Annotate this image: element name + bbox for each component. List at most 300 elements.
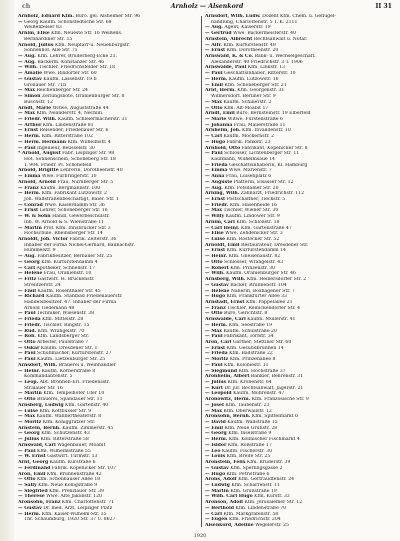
entry-name: — Leopold: [205, 391, 232, 397]
entry-name: — Alfr.: [205, 42, 223, 48]
entry-details: Näherin, Boxhagener Str. 7: [229, 288, 295, 294]
entry-details: Kfm. Sperlingsgasse 2: [228, 465, 283, 471]
entry-name: — Otto: [205, 311, 223, 317]
entry-name: — Aug.: [18, 254, 36, 260]
entry-name: — Herm. Hermann: [18, 139, 67, 145]
entry-name: — Otto: [18, 477, 36, 483]
entry-details: Kaufm. Mohrenstr. 47: [231, 391, 285, 397]
entry-details: Kfm. Scharrenstr. 11: [229, 482, 280, 488]
entry-details: handlung, Charlottenstr. 5 T. K. 2111: [211, 19, 298, 25]
entry-name: — Paul: [205, 151, 223, 157]
entry-details: Kfm. Kurstr. 33: [252, 494, 290, 500]
entry-name: — Herm.: [18, 511, 41, 517]
entry-name: — Friedr. Wilh.: [18, 116, 57, 122]
header-page-ref: II 31: [375, 3, 392, 10]
entry-details: Tischler, Ringstr. 15: [41, 322, 90, 328]
entry-details: Kfm. Gertraudtenstr. 24: [236, 477, 295, 483]
entry-details: Hummelstr. 9: [24, 248, 56, 254]
entry-details: Kaufm. Oranienburger Str. 46: [224, 271, 296, 277]
entry-name: — Fritz: [18, 277, 37, 283]
entry-details: Kfm. Friedrichstr. 204: [227, 517, 281, 523]
entry-details: Postschaffner, Tieckstr. 5: [225, 197, 286, 202]
entry-details: Handl. Gewerbeschulstr.: [50, 214, 110, 220]
entry-name: — Heinr.: [18, 368, 41, 374]
entry-name: Arnholz, Eduard Kfm.: [18, 14, 74, 19]
entry-details: Bank- u. Wechselgeschäft.: [253, 54, 316, 60]
directory-entry: [18, 517, 198, 523]
entry-name: — Otto: [18, 339, 36, 345]
entry-name: — Anna: [205, 174, 225, 180]
entry-name: — Berthold: [205, 505, 234, 511]
entry-name: — Gustav: [205, 465, 229, 471]
entry-details: Kaufm. Zimmerstr. 45: [60, 425, 114, 431]
entry-name: Arnsberg, Ludwig: [18, 402, 64, 408]
entry-name: — Robert: [205, 265, 229, 271]
entry-details: Tischler, Friedrichsfelder Str. 18: [37, 65, 116, 71]
entry-details: Hochschule. Rheinsberger Str. 14: [24, 231, 103, 237]
entry-details: Techniker, Wiesenstr. 38: [35, 311, 95, 317]
page-footer: 1920: [193, 533, 207, 539]
entry-name: — Martin: [18, 391, 42, 397]
entry-details: Prof. Kfm. Innsbrucker Str. 3: [41, 225, 111, 231]
entry-details: Kfm. Neupfarr-u. Neuenburgstr.: [53, 42, 131, 48]
entry-name: — Siegfried: [18, 488, 48, 494]
entry-details: Schuhmacher, Kurfürstenstr. 27: [35, 351, 112, 357]
entry-details: Wilmersdorf. Berliner Str. 9: [211, 94, 276, 100]
entry-details: Kfm. Hasenheide 16: [228, 202, 278, 208]
entry-details: Lehrer, Schöneberger Str. 16: [38, 208, 108, 214]
entry-name: — Ferdinand: [18, 465, 51, 471]
entry-name: Arnswald, Carl: [18, 442, 56, 448]
entry-name: — Rob.: [18, 334, 36, 340]
entry-details: Gärtner, Stettiner Str. 60: [231, 339, 292, 345]
entry-details: Bäckerm. Konstanzer Str. 46: [35, 59, 105, 65]
entry-details: Kfm. Kurfürstenstr. 49: [222, 42, 276, 48]
entry-name: — Hugo: [205, 471, 226, 477]
entry-details: T. 904. Friedr. Pl. Schönefeld: [24, 162, 92, 168]
entry-name: — Aug.: [205, 185, 223, 191]
entry-details: Tischler, Reinickendorfer Str. 4: [225, 305, 301, 311]
entry-name: — Arthur: [18, 122, 42, 128]
entry-details: Kfm. Rostocker Str. 52: [225, 237, 280, 243]
entry-details: Kaufm. Dresdener Str. 1: [39, 345, 98, 351]
entry-details: Bernhardiner Str. 15: [24, 36, 73, 42]
entry-details: Kaufm. Schillerstr. 2: [222, 99, 272, 105]
entry-details: Kfm. Hochstraße 37: [237, 368, 286, 374]
entry-name: — Gertrud: [205, 31, 232, 37]
header-running-title: Arnholz — Alsenkord: [170, 3, 244, 10]
entry-details: Wagenbauer, Moabit: [55, 442, 106, 448]
entry-name: — Herm.: [18, 134, 41, 140]
entry-name: — Ernst: [205, 248, 226, 254]
entry-name: — Emil: [205, 82, 224, 88]
entry-details: Kfm. Wrangelstr. 70: [36, 328, 85, 334]
entry-details: Kfm. Inselstraße 9: [226, 431, 272, 437]
entry-details: Kaufm. Stahlbad Friedenauerstr.: [44, 294, 123, 300]
entry-name: — Carl: [205, 134, 222, 140]
entry-details: Kaufm. Fischerstr. 30: [220, 448, 273, 454]
entry-details: Fabrik. Zelterstr. 36: [68, 237, 117, 243]
entry-name: — Georg: [18, 259, 40, 265]
entry-details: Kfm. Schloßstr. 18: [234, 219, 280, 225]
entry-name: Arnswalde, Paul: [205, 65, 247, 71]
entry-name: Arnim, Carl: [205, 219, 235, 225]
entry-details: Kfm. Georgenstr. 31: [235, 88, 285, 94]
entry-details: Frau, Nürnberger Str. 5: [55, 179, 114, 185]
entry-name: Aron, Carl: [205, 339, 232, 345]
entry-details: Frau, Oranienstr. 10: [42, 271, 92, 277]
entry-details: Kfm. Prinzenallee 8: [228, 357, 276, 363]
entry-details: Witwe, Auguststraße 44: [51, 105, 109, 111]
entry-name: — Sally: [18, 482, 37, 488]
entry-name: — Frieda: [205, 162, 228, 168]
entry-details: Büro. gel. Alsheimer Str. 96: [73, 14, 141, 19]
entry-name: — Gustav: [18, 505, 42, 511]
entry-details: Bäcker, Brunnenstr. 104: [228, 282, 287, 288]
entry-name: Aronheim, Albert: [205, 374, 250, 380]
entry-details: Kfm. Oberwallstr. 12: [222, 408, 272, 414]
entry-name: — Emil: [205, 425, 224, 431]
entry-name: — Otto: [205, 105, 223, 111]
entry-details: Reichenberger Str. 24: [35, 88, 88, 94]
entry-details: Kaufm. Bergmannstr. 100: [38, 185, 101, 191]
entry-name: Arnsberg, Wilh.: [205, 277, 246, 283]
entry-details: Kfm. Wilhelmstr. 4: [66, 139, 111, 145]
entry-details: Kfm. Breite Str. 25: [225, 454, 271, 460]
entry-name: Arnold, Julius: [18, 42, 54, 48]
entry-details: Fabr. Leipziger Str. 98: [60, 151, 115, 157]
entry-name: —: [18, 19, 23, 25]
entry-details: Kfm. Roßstraße 17: [226, 442, 272, 448]
entry-name: — Marie: [205, 116, 227, 122]
directory-entry: [205, 523, 393, 529]
entry-details: Wwe. Kaiserdamm Str. 36: [42, 202, 105, 208]
entry-details: Kfm. Jerusalemer Str. 12: [243, 500, 303, 506]
entry-details: Hot. Sonnenschein, Schöneberg Str. 18: [24, 156, 116, 162]
entry-name: — Moritz: [205, 357, 229, 363]
entry-name: — Moritz: [18, 420, 42, 426]
entry-details: Kfm. Landsberger Str.: [35, 334, 90, 340]
entry-details: Kfm. Taubenstr. 23: [223, 402, 270, 408]
entry-name: — Josef: [205, 402, 224, 408]
entry-details: Ingenieur, Beusselstr. 30: [35, 145, 95, 151]
entry-details: Arbeiter, Paulstraße 7: [35, 339, 89, 345]
entry-name: — Martin: [18, 225, 42, 231]
entry-details: Dr. med. Arzt, Leipziger Platz: [41, 505, 113, 511]
entry-name: — Emma: [205, 168, 228, 174]
entry-name: Arnoldt, Emil: [205, 242, 240, 248]
entry-details: Kfm. Dorotheenstr. 20: [225, 48, 279, 54]
entry-details: Dr. jur. Rechtsanwalt, Jägerstr. 21: [222, 385, 304, 391]
entry-details: Kfm. Heinersdorfer Str. 2: [245, 277, 307, 283]
entry-name: Arnt, Georg: [18, 460, 49, 466]
entry-name: — Frieda: [205, 351, 228, 357]
entry-details: Gastwirt. Turmstr. 13: [45, 454, 98, 460]
entry-details: Kfm. Grünstraße 19: [228, 488, 277, 494]
entry-name: — W. Ernst: [18, 454, 46, 460]
entry-details: Kfm. Badstraße 22: [227, 351, 273, 357]
entry-details: Bankier, Behrenstr. 31: [249, 374, 304, 380]
entry-details: Kfm. Gneisenaustr. 82: [227, 254, 281, 260]
entry-name: — Paul: [18, 357, 36, 363]
entry-name: — Max: [205, 328, 222, 334]
entry-details: Abt. Bronnen-Erl. Friedensstr.: [38, 380, 111, 385]
entry-name: Arnstein, Albrecht: [205, 36, 253, 42]
entry-details: Kfm. Tempelhofer Ufer 10: [41, 391, 105, 397]
entry-name: Arnswald, K. & Co.: [205, 54, 254, 60]
entry-name: — Wilh. Carl Hugo: [205, 494, 253, 500]
entry-details: Witwe, Fürstenstraße 6: [226, 116, 283, 122]
entry-name: Alsenkord, Adeline: [205, 522, 254, 528]
entry-details: Apotheker, Schnellstr. 17: [35, 265, 96, 271]
entry-name: — Helene: [205, 288, 230, 294]
entry-details: Kfm. Neueste Str. 16 Weißens.: [49, 31, 123, 37]
entry-details: Kfm. Prinzenstr. 30: [228, 265, 276, 271]
entry-details: Frau, Luisenplatz 6: [224, 174, 272, 180]
entry-details: Restaurateur, Dresdener Str.: [239, 242, 309, 248]
entry-details: Kfm. Potsdamer Str. 20: [222, 185, 279, 191]
entry-name: — Luise: [18, 408, 39, 414]
entry-details: Kfm. Gartenstr. 40: [63, 402, 109, 408]
entry-name: — Ernst: [18, 128, 39, 134]
entry-name: — Max: [18, 414, 35, 420]
entry-details: Schlosser, Lichtenberger Str. 11: [222, 151, 300, 157]
entry-details: Gastwirt. H. Brückenstr.: [36, 277, 95, 283]
entry-name: — Elise: [205, 231, 224, 237]
entry-details: Kaufm. Möckernstr. 2: [222, 134, 275, 140]
entry-details: Kfm. Wilhelmstraße 55: [35, 448, 91, 454]
entry-details: Wwe. Rixdorfer Str. 60: [42, 71, 97, 77]
entry-name: — Paul: [205, 71, 223, 77]
entry-details: Kfm. Fabrikant Lützowstr. 2: [40, 191, 107, 197]
entry-details: Kfm. Alt-Moabit 17: [222, 105, 269, 111]
entry-name: Aronowitz, Herm.: [205, 397, 251, 403]
entry-name: — Aug.: [205, 25, 223, 31]
right-column: [205, 14, 393, 531]
entry-name: — Siegmund: [205, 368, 238, 374]
entry-name: * Arnold, August: [18, 151, 61, 157]
entry-details: Fabrikbesitzer, Bernauer Str. 25: [35, 254, 113, 260]
entry-details: Kaufm. Wallstraße 15: [225, 420, 278, 426]
entry-name: — Leop.: [18, 380, 39, 385]
entry-details: Kfm. Brunnenstraße 42: [45, 471, 102, 477]
entry-details: Kfm. Ritterstraße 58: [39, 437, 89, 443]
entry-details: Plätterin, Elsasser Str. 12: [232, 179, 294, 185]
entry-details: Kfm. Linkstr. 13: [246, 65, 286, 71]
entry-details: Kfm. Neue Königstraße 9: [36, 482, 98, 488]
entry-name: Arnt, Herm.: [205, 88, 236, 94]
entry-details: Fabrikant, Torfstr. 34: [222, 334, 274, 340]
entry-details: Kfm. Prenzlauer Str. 39: [47, 488, 104, 494]
entry-name: — Oskar: [18, 345, 40, 351]
entry-details: Zahnarzt, Friedrichstr. 112: [239, 191, 305, 197]
entry-details: Kfm. Spittelmarkt 6: [250, 414, 299, 420]
entry-details: Wwe. Alte Jakobstr. 120: [44, 494, 102, 500]
entry-details: Büro, Bernsteinstr. 19 Elberfeld: [234, 111, 311, 117]
entry-details: Wegelerstr. 25: [253, 522, 289, 528]
entry-details: Kfm. Gartenstraße 47: [239, 225, 292, 231]
entry-name: — Julius: [18, 437, 40, 443]
entry-details: Reisender, Friedenauer Str. 6: [38, 128, 109, 134]
entry-details: Kaufm. Müllerstr. 41: [245, 317, 296, 323]
entry-name: — Carl Heinr.: [205, 225, 240, 231]
entry-details: Kaufm. Körnerstraße 8: [40, 368, 96, 374]
entry-details: Kfm. Neanderstr. 4, Nechlin.: [35, 111, 104, 117]
entry-name: — Ludwig: [205, 482, 230, 488]
entry-details: Kfm. Schönhauser Allee 18: [35, 477, 101, 483]
entry-details: Schlosser, Wrangelstr. 43: [222, 259, 284, 265]
entry-details: Agent, Kaiserstr. 19: [222, 25, 271, 31]
entry-details: Geschäftsinhaberin, Kl. Hamburg: [227, 162, 308, 168]
entry-name: Arndt, Marie: [18, 105, 52, 111]
entry-name: — Gustav: [18, 76, 42, 82]
entry-name: — Max: [205, 208, 222, 214]
entry-details: Arnold Tiedemann 48: [24, 305, 75, 311]
entry-details: Lehrerin, Dorotheenstr. 40: [58, 168, 123, 174]
entry-name: — Luise: [205, 237, 226, 243]
entry-name: — Paul: [18, 311, 36, 317]
entry-name: — Auguste: [205, 179, 233, 185]
entry-details: Kfm. Invalidenstr. 10: [240, 128, 291, 134]
entry-details: Kfm. Charlottenstr. 71: [60, 500, 114, 506]
entry-name: Arnold, Brigitte: [18, 168, 59, 174]
entry-details: Fabrik. Pankstr. 23: [225, 139, 271, 145]
entry-name: Arnswalde, Carl: [205, 317, 246, 323]
entry-name: — Herm.: [18, 191, 41, 197]
entry-details: Büro, Gerichtstr. 8: [222, 311, 268, 317]
entry-details: Strelitzerstr. 24: [24, 282, 61, 288]
entry-name: — Paul: [205, 334, 223, 340]
entry-details: Kfm. Königgrätzer Str.: [41, 420, 96, 426]
entry-name: — Paul: [18, 351, 36, 357]
entry-name: — Isidor: [205, 442, 227, 448]
entry-name: Arnsdorf, Wilh. Ludw.: [205, 14, 261, 19]
entry-details: Weißenfelser 83: [24, 25, 62, 31]
entry-details: Kfm. Brüderstr. 39: [245, 460, 291, 466]
entry-details: Kfm. Lehrer, Brüderberg-Ecke 21.: [35, 54, 117, 60]
entry-details: Kommandantenstr. 5: [24, 374, 73, 380]
entry-details: Kfm. Markgrafenstr. 58: [222, 511, 279, 517]
entry-name: — Wilh.: [205, 271, 225, 277]
entry-details: Kfm. Kottbusser Str. 9: [38, 408, 92, 414]
entry-name: Arndt, Emil: [205, 111, 235, 117]
entry-name: — Max: [18, 88, 35, 94]
entry-details: Kfm. Petristraße 6: [225, 471, 270, 477]
entry-name: — Paul: [18, 448, 36, 454]
entry-name: — Aug.: [18, 54, 36, 60]
entry-name: — Amalie: [18, 71, 43, 77]
entry-details: Kfm. Französische Str. 9: [250, 397, 309, 403]
entry-details: Kfm. Seestraße 19: [227, 322, 273, 328]
entry-details: Kfm. Kaiser-Wilhelm-Str. 35: [40, 511, 107, 517]
entry-name: Arnstein, Bernh.: [18, 425, 61, 431]
entry-name: — Franz: [18, 185, 39, 191]
entry-name: — Gustav: [205, 282, 229, 288]
entry-name: — Julius: [205, 380, 227, 385]
entry-name: Aronstein, Felix: [205, 460, 246, 466]
entry-name: — Paul: [18, 145, 36, 151]
entry-details: Joh. Wallstraßenbeschäftigt, Baier. Str. 1: [24, 197, 119, 202]
entry-details: Stralauer Str. 16: [24, 385, 63, 391]
entry-details: Brauerei, Spandauer Str. 11: [35, 397, 103, 403]
entry-name: — Ernst: [205, 345, 226, 351]
entry-details: Fabrikant, Köpenicker Str. 8: [240, 145, 308, 151]
entry-name: Arning, Wilh.: [205, 191, 240, 197]
entry-name: — Martin: [205, 488, 229, 494]
entry-details: Kaufm. Rosenthaler Str. 45: [36, 288, 101, 294]
entry-name: Arnheim, Joh.: [205, 128, 241, 134]
entry-details: Brauerei u. Weinhändler: [57, 362, 116, 368]
entry-name: — W. & Sohn: [18, 214, 51, 220]
entry-details: Frau, Mauerstraße 11: [232, 122, 286, 128]
entry-name: — Therese: [18, 494, 45, 500]
entry-details: Wwe. Fürbringerstr. 10: [40, 174, 97, 180]
entry-details: Kaufm. Schulstraße 20: [222, 328, 277, 334]
entry-details: Kaufm. Schleiermacherstr. 31: [56, 116, 128, 122]
entry-name: — Emil: [18, 288, 37, 294]
entry-name: — Friedr.: [205, 202, 229, 208]
entry-name: — Friedr.: [18, 322, 42, 328]
entry-details: Kfm. Schützenstr. 43: [39, 431, 90, 437]
entry-name: Aronsohn, Bernh.: [205, 414, 251, 420]
entry-details: Kfm. Frankfurter Allee 33: [225, 294, 287, 300]
entry-name: — Frieda: [18, 317, 41, 323]
entry-name: — Herm.: [205, 322, 228, 328]
entry-name: — Max: [205, 408, 222, 414]
entry-name: — Kurt: [205, 385, 223, 391]
column-divider: [201, 16, 202, 527]
entry-name: — Franz: [205, 305, 226, 311]
entry-details: Kfm. Kronenstr. 64: [226, 380, 272, 385]
entry-details: Wwe. Bäckermeisterstr. 40: [231, 31, 297, 37]
entry-name: — Carl: [205, 511, 222, 517]
entry-details: Kaufm. Wallnertheaterstr. 8: [35, 414, 102, 420]
header-left: ch: [22, 3, 31, 10]
entry-details: Kaufm. Lassenstr. 19 b: [41, 76, 97, 82]
entry-name: — Rud.: [18, 328, 37, 334]
entry-details: Dozent Kfm. Chem. u. Geflügel-: [260, 14, 336, 19]
entry-name: — Carl: [18, 265, 35, 271]
entry-name: — Emma: [18, 174, 41, 180]
entry-details: Kaufm. Lietzenburger Str. 25: [35, 357, 106, 363]
entry-details: Kfm. Ritterstraße 102: [40, 134, 93, 140]
entry-name: Arnhold, Otto: [205, 145, 241, 151]
entry-name: — Hugo: [205, 139, 226, 145]
entry-details: Kfm. Köllnischer Fischmarkt 4: [227, 437, 300, 443]
entry-details: Geschäftsinhaber, Ritterstr. 10: [222, 71, 296, 77]
entry-details: Sonnenhof. Alle Str. 71: [24, 48, 78, 54]
entry-name: — Max: [205, 99, 222, 105]
entry-details: Kaufm. Kurstraße 6: [48, 460, 96, 466]
entry-details: Fabrik. Köpenicker Str. 107: [50, 465, 117, 471]
entry-name: — Conrad: [18, 202, 43, 208]
entry-name: — Willy: [205, 214, 225, 220]
entry-details: Kfm. Kurfürstendamm 14: [225, 248, 286, 254]
entry-name: — Max: [18, 111, 35, 117]
entry-details: Buschstr. 12: [24, 99, 53, 105]
entry-name: — Georg: [205, 431, 227, 437]
entry-details: Wwe. Marienstr. 7: [227, 168, 272, 174]
entry-name: — Simon: [18, 94, 41, 100]
entry-details: Georg Kaufm. Schönstedtsche Str. 68: [22, 19, 112, 25]
entry-name: — David: [205, 420, 226, 426]
entry-name: — Paul: [205, 362, 223, 368]
entry-name: — Johanna: [205, 122, 233, 128]
entry-name: — Ernst: [205, 48, 226, 54]
entry-name: — Louis: [205, 454, 226, 460]
left-column: [18, 14, 198, 531]
entry-name: — Wilh.: [18, 65, 38, 71]
